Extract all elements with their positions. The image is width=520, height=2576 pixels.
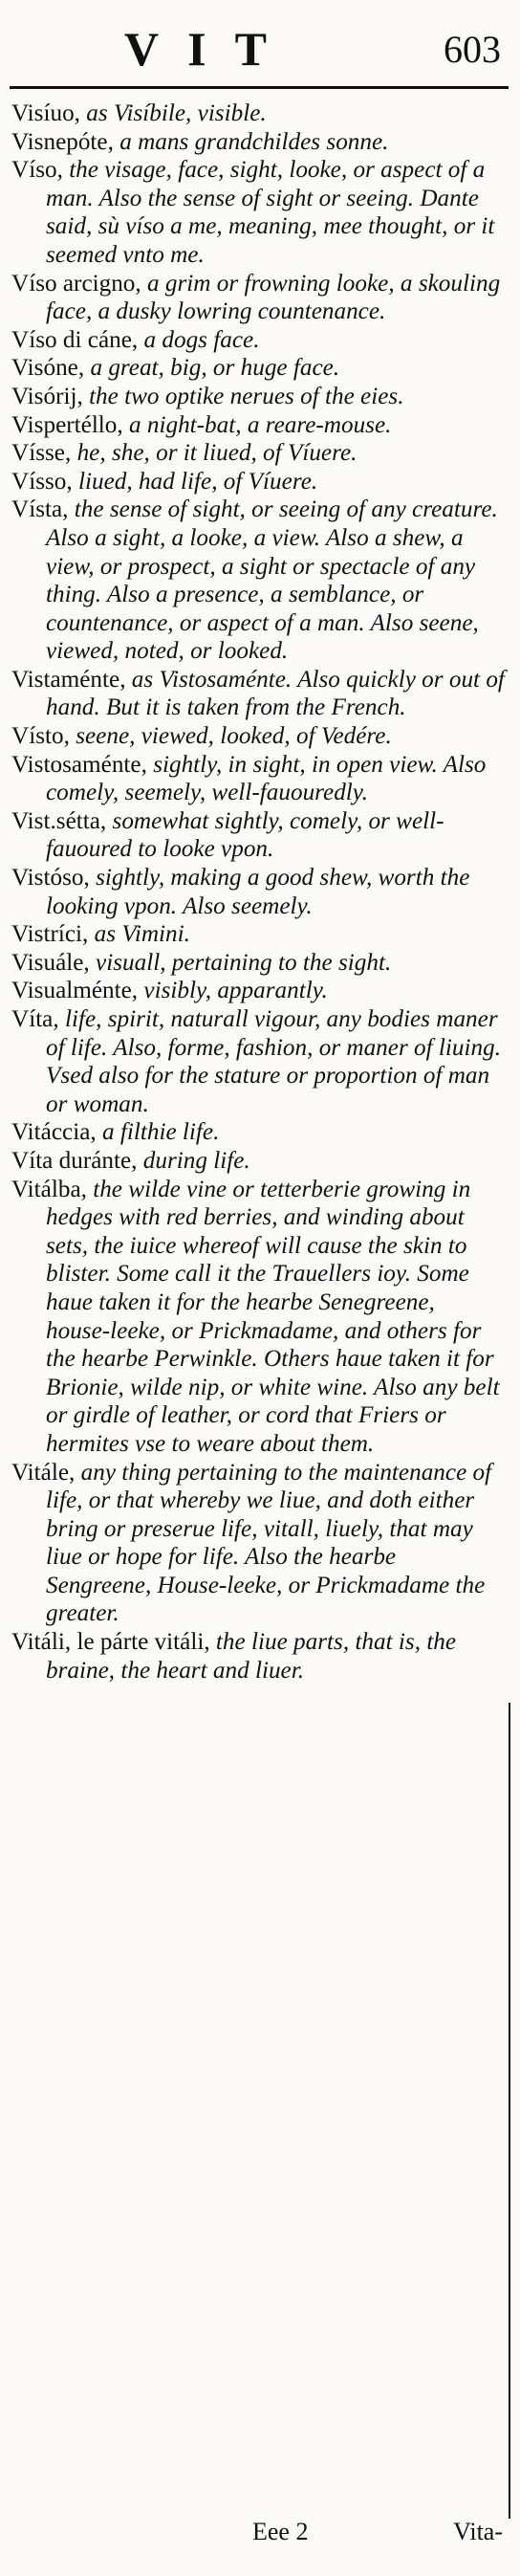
headword: Visualménte, bbox=[11, 978, 139, 1004]
headword: Visíuo, bbox=[11, 100, 80, 126]
definition: any thing pertaining to the maintenance of life, or that whereby we liue, and doth either bring or preserue life, vitall, liuely, that may liue or hope for life. Also the hearbe Sengreene, House-leeke, or Prickmadame the greater. bbox=[46, 1459, 492, 1627]
dictionary-entry bbox=[11, 99, 505, 128]
definition: a grim or frowning looke, a skouling face, a dusky lowring countenance. bbox=[46, 270, 501, 325]
dictionary-entry bbox=[11, 383, 505, 411]
definition: liued, had life, of Víuere. bbox=[77, 468, 318, 495]
definition: the visage, face, sight, looke, or aspect of a man. Also the sense of sight or seeing. Dante said, sù víso a me, meaning, mee thought, or it seemed vnto me. bbox=[46, 157, 495, 268]
dictionary-entry bbox=[11, 1459, 505, 1629]
headword: Vitáli, le párte vitáli, bbox=[11, 1629, 210, 1656]
headword: Víso, bbox=[11, 157, 63, 184]
dictionary-entry bbox=[11, 1147, 505, 1176]
dictionary-entry bbox=[11, 920, 505, 949]
definition: a great, big, or huge face. bbox=[90, 355, 340, 382]
definition: a filthie life. bbox=[101, 1119, 220, 1146]
headword: Vísto, bbox=[11, 723, 70, 750]
headword: Vísso, bbox=[11, 468, 73, 495]
headword: Vispertéllo, bbox=[11, 411, 123, 438]
dictionary-entry bbox=[11, 156, 505, 269]
page-footer bbox=[0, 2518, 520, 2556]
dictionary-entry bbox=[11, 128, 505, 157]
headword: Visnepóte, bbox=[11, 128, 114, 155]
definition: he, she, or it liued, of Víuere. bbox=[76, 440, 358, 467]
headword: Víso di cáne, bbox=[11, 326, 139, 353]
dictionary-entry bbox=[11, 751, 505, 807]
definition: a night-bat, a reare-mouse. bbox=[129, 411, 392, 438]
entry-list bbox=[11, 99, 505, 1684]
definition: the two optike nerues of the eies. bbox=[89, 383, 404, 409]
headword: Visóne, bbox=[11, 355, 85, 382]
headword: Víta duránte, bbox=[11, 1147, 138, 1174]
definition: seene, viewed, looked, of Vedére. bbox=[76, 723, 392, 750]
definition: the sense of sight, or seeing of any creature. Also a sight, a looke, a view. Also a shew, a view, or prospect, a sight or spectacle of any thing. Also a presence, a semblance, or countenance, or aspect of a man. Also seene, viewed, noted, or looked. bbox=[46, 496, 498, 665]
headword: Víso arcigno, bbox=[11, 270, 141, 297]
definition: as Vistosaménte. Also quickly or out of hand. But it is taken from the French. bbox=[46, 666, 505, 721]
definition: as Visíbile, visible. bbox=[86, 100, 267, 126]
header-word: VIT bbox=[124, 22, 295, 76]
definition: visuall, pertaining to the sight. bbox=[96, 949, 392, 976]
headword: Vitáccia, bbox=[11, 1119, 97, 1146]
headword: Vísta, bbox=[11, 496, 69, 523]
dictionary-entry bbox=[11, 807, 505, 864]
column-rule bbox=[509, 1703, 510, 2519]
definition: sightly, making a good shew, worth the looking vpon. Also seemely. bbox=[46, 865, 470, 919]
dictionary-entry bbox=[11, 977, 505, 1005]
dictionary-entry bbox=[11, 1628, 505, 1684]
definition: sightly, in sight, in open view. Also comely, seemely, well-fauouredly. bbox=[46, 751, 487, 806]
definition: as Vimini. bbox=[94, 921, 190, 948]
definition: visibly, apparantly. bbox=[143, 978, 328, 1004]
definition: a mans grandchildes sonne. bbox=[119, 128, 389, 155]
running-header bbox=[10, 13, 509, 89]
headword: Víta, bbox=[11, 1006, 59, 1032]
dictionary-entry bbox=[11, 439, 505, 468]
signature-mark: Eee 2 bbox=[252, 2518, 309, 2545]
headword: Vistóso, bbox=[11, 865, 90, 892]
dictionary-entry bbox=[11, 666, 505, 722]
headword: Vistaménte, bbox=[11, 666, 126, 693]
definition: the wilde vine or tetterberie growing in hedges with red berries, and winding about sets, the iuice whereof will cause the skin to blister. Some call it the Trauellers ioy. Some haue taken it for the hearbe Senegreene, house-leeke, or Prickmadame, and others for the hearbe Perwinkle. Others haue taken it for Brionie, wilde nip, or white wine. Also any belt or girdle of leather, or cord that Friers or hermites vse to weare about them. bbox=[46, 1176, 500, 1457]
headword: Vitálba, bbox=[11, 1176, 87, 1202]
headword: Vistosaménte, bbox=[11, 751, 147, 778]
dictionary-entry bbox=[11, 326, 505, 355]
dictionary-entry bbox=[11, 722, 505, 751]
dictionary-entry bbox=[11, 949, 505, 978]
headword: Vísse, bbox=[11, 440, 72, 467]
dictionary-entry bbox=[11, 495, 505, 666]
dictionary-entry bbox=[11, 1005, 505, 1118]
headword: Vitále, bbox=[11, 1459, 76, 1486]
headword: Vist.sétta, bbox=[11, 807, 107, 834]
dictionary-entry bbox=[11, 1118, 505, 1147]
page-number: 603 bbox=[444, 28, 501, 71]
definition: a dogs face. bbox=[143, 326, 260, 353]
headword: Visuále, bbox=[11, 949, 90, 976]
definition: the liue parts, that is, the braine, the heart and liuer. bbox=[46, 1629, 457, 1684]
definition: somewhat sightly, comely, or well-fauoured to looke vpon. bbox=[46, 807, 444, 863]
dictionary-entry bbox=[11, 354, 505, 383]
dictionary-entry bbox=[11, 468, 505, 496]
dictionary-entry bbox=[11, 411, 505, 440]
definition: during life. bbox=[142, 1147, 250, 1174]
dictionary-entry bbox=[11, 270, 505, 326]
headword: Vistríci, bbox=[11, 921, 89, 948]
definition: life, spirit, naturall vigour, any bodies maner of life. Also, forme, fashion, or maner of liuing. Vsed also for the stature or proportion of man or woman. bbox=[46, 1006, 502, 1117]
dictionary-entry bbox=[11, 864, 505, 920]
catchword: Vita- bbox=[453, 2518, 503, 2545]
headword: Visórij, bbox=[11, 383, 83, 409]
dictionary-entry bbox=[11, 1176, 505, 1459]
